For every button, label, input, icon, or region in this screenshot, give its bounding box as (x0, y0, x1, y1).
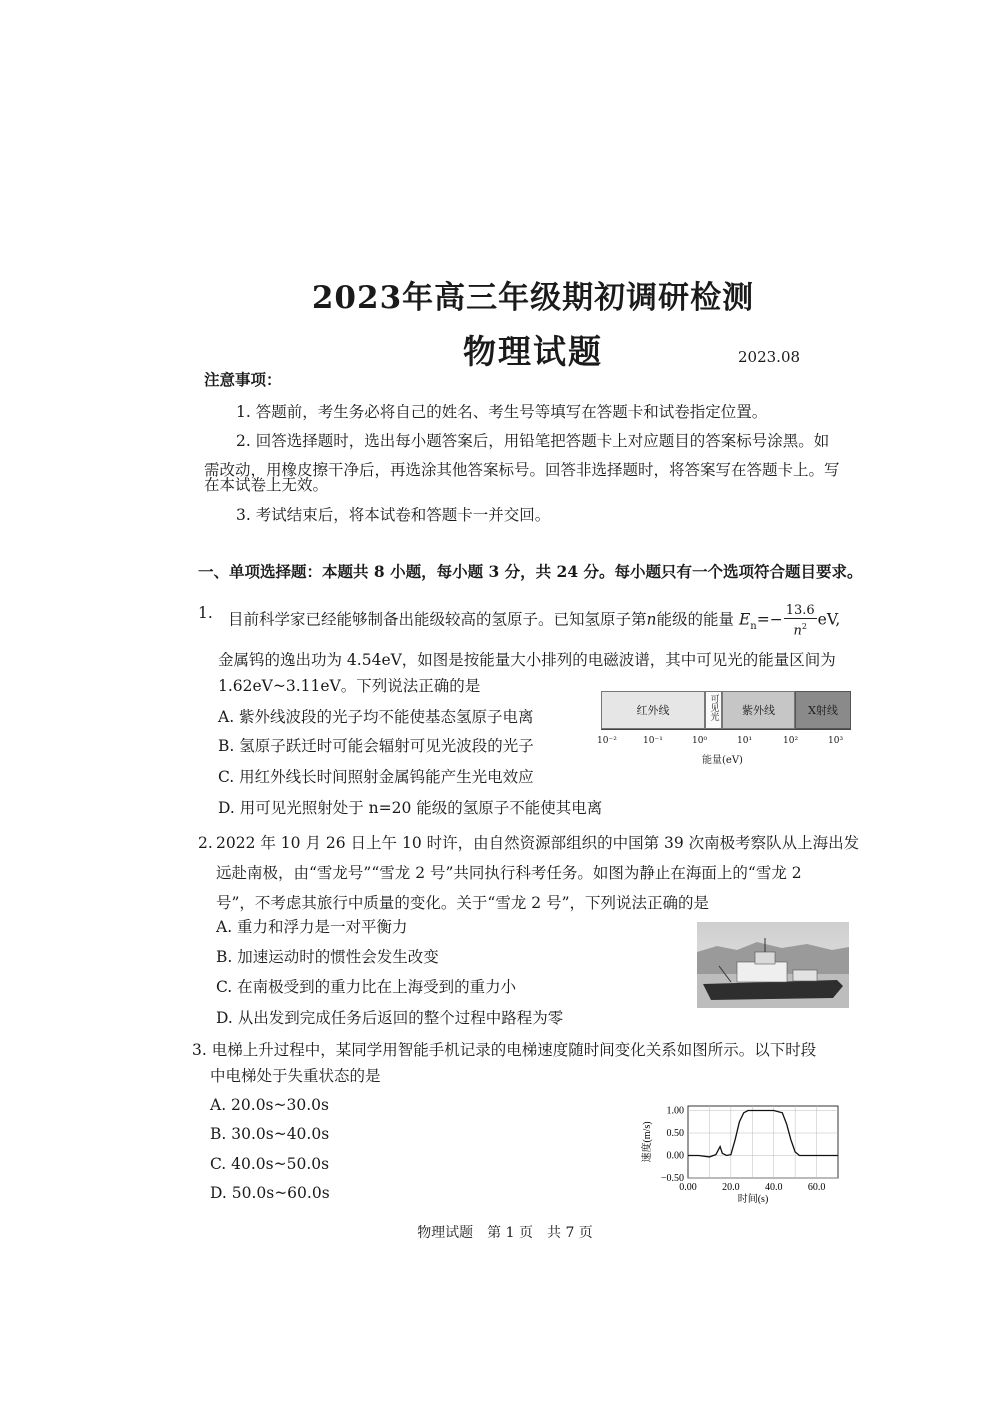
page-footer: 物理试题 第 1 页 共 7 页 (417, 1225, 593, 1241)
question-1-line2: 金属钨的逸出功为 4.54eV，如图是按能量大小排列的电磁波谱，其中可见光的能量区间为 (218, 651, 836, 669)
question-2-option-c: C. 在南极受到的重力比在上海受到的重力小 (216, 978, 517, 996)
question-1-option-d: D. 用可见光照射处于 n=20 能级的氢原子不能使其电离 (218, 799, 603, 817)
energy-eq: =− (756, 610, 783, 629)
exam-title: 2023年高三年级期初调研检测 (311, 280, 755, 316)
spectrum-tick: 10⁻¹ (643, 736, 663, 746)
exam-date: 2023.08 (738, 348, 801, 366)
band-xray: X射线 (795, 691, 851, 729)
chart-y-axis-label: 速度(m/s) (642, 1121, 653, 1163)
question-2-option-b: B. 加速运动时的惯性会发生改变 (216, 948, 439, 966)
question-2-line3: 号”，不考虑其旅行中质量的变化。关于“雪龙 2 号”，下列说法正确的是 (216, 894, 709, 912)
question-1-number: 1. (198, 604, 213, 622)
spectrum-tick: 10¹ (737, 736, 753, 746)
band-visible-label: 可见光 (708, 694, 719, 721)
question-1-line3: 1.62eV~3.11eV。下列说法正确的是 (218, 677, 481, 695)
question-2-number: 2. (198, 834, 213, 852)
chart-y-tick-label: 0.50 (666, 1128, 684, 1139)
energy-subscript: n (750, 620, 757, 632)
question-3-option-a: A. 20.0s~30.0s (210, 1096, 329, 1114)
chart-x-tick-label: 20.0 (722, 1182, 740, 1193)
notice-item-3: 3. 考试结束后，将本试卷和答题卡一并交回。 (236, 506, 551, 524)
em-spectrum-figure (601, 691, 851, 729)
question-3-option-d: D. 50.0s~60.0s (210, 1184, 330, 1202)
notice-heading: 注意事项： (204, 370, 282, 389)
band-infrared: 红外线 (601, 691, 705, 729)
question-2-option-d: D. 从出发到完成任务后返回的整个过程中路程为零 (216, 1009, 564, 1027)
energy-symbol: E (738, 610, 751, 629)
spectrum-tick: 10² (783, 736, 799, 746)
chart-x-tick-label: 40.0 (764, 1182, 783, 1193)
velocity-time-chart-svg (640, 1098, 850, 1208)
question-1-line1 (228, 603, 840, 638)
question-1-option-b: B. 氢原子跃迁时可能会辐射可见光波段的光子 (218, 737, 534, 755)
spectrum-tick: 10³ (828, 736, 844, 746)
question-1-text-b: 能级的能量 (656, 610, 735, 629)
notice-item-2-line2: 需改动，用橡皮擦干净后，再选涂其他答案标号。回答非选择题时，将答案写在答题卡上。写 (204, 461, 840, 479)
question-1-n: n (646, 610, 657, 629)
question-1-option-a: A. 紫外线波段的光子均不能使基态氢原子电离 (218, 708, 534, 726)
spectrum-tick: 10⁰ (692, 736, 708, 746)
question-1-text-a: 目前科学家已经能够制备出能级较高的氢原子。已知氢原子第 (228, 610, 647, 629)
section-heading: 一、单项选择题：本题共 8 小题，每小题 3 分，共 24 分。每小题只有一个选项符合题目要求。 (198, 562, 863, 581)
spectrum-axis (601, 729, 851, 736)
question-2-line1: 2022 年 10 月 26 日上午 10 时许，由自然资源部组织的中国第 39 次南极考察队从上海出发 (216, 834, 860, 852)
notice-item-2-line3: 在本试卷上无效。 (204, 476, 329, 494)
chart-x-axis-label: 时间(s) (737, 1194, 769, 1205)
band-ultraviolet: 紫外线 (722, 691, 795, 729)
chart-y-tick-label: 1.00 (666, 1105, 684, 1117)
chart-x-tick-label: 0.00 (679, 1182, 697, 1193)
energy-numerator: 13.6 (785, 603, 815, 618)
spectrum-axis-label: 能量(eV) (702, 755, 743, 766)
question-3-option-b: B. 30.0s~40.0s (210, 1125, 330, 1143)
energy-denominator: n (793, 623, 802, 639)
question-3-line1: 3. 电梯上升过程中，某同学用智能手机记录的电梯速度随时间变化关系如图所示。以下时段 (192, 1041, 817, 1059)
question-2-option-a: A. 重力和浮力是一对平衡力 (216, 918, 408, 936)
exam-subject: 物理试题 (463, 332, 603, 371)
band-visible (705, 691, 722, 729)
chart-plot-area (688, 1106, 838, 1178)
energy-denominator-sup: 2 (801, 622, 807, 631)
chart-x-tick-label: 60.0 (807, 1182, 826, 1193)
question-1-option-c: C. 用红外线长时间照射金属钨能产生光电效应 (218, 768, 534, 786)
notice-item-1: 1. 答题前，考生务必将自己的姓名、考生号等填写在答题卡和试卷指定位置。 (236, 403, 768, 421)
chart-y-tick-label: 0.00 (666, 1150, 684, 1162)
energy-fraction (784, 603, 817, 638)
notice-item-2-line1: 2. 回答选择题时，选出每小题答案后，用铅笔把答题卡上对应题目的答案标号涂黑。如 (236, 432, 830, 450)
question-2-line2: 远赴南极，由“雪龙号”“雪龙 2 号”共同执行科考任务。如图为静止在海面上的“雪龙 2 (216, 864, 802, 882)
question-3-option-c: C. 40.0s~50.0s (210, 1155, 330, 1173)
spectrum-tick: 10⁻² (597, 736, 617, 746)
icebreaker-ship-photo (697, 922, 849, 1008)
velocity-time-chart (640, 1098, 850, 1208)
chart-y-tick-label: −0.50 (660, 1173, 684, 1184)
question-3-line2: 中电梯处于失重状态的是 (210, 1067, 381, 1085)
energy-unit: eV, (817, 610, 841, 629)
